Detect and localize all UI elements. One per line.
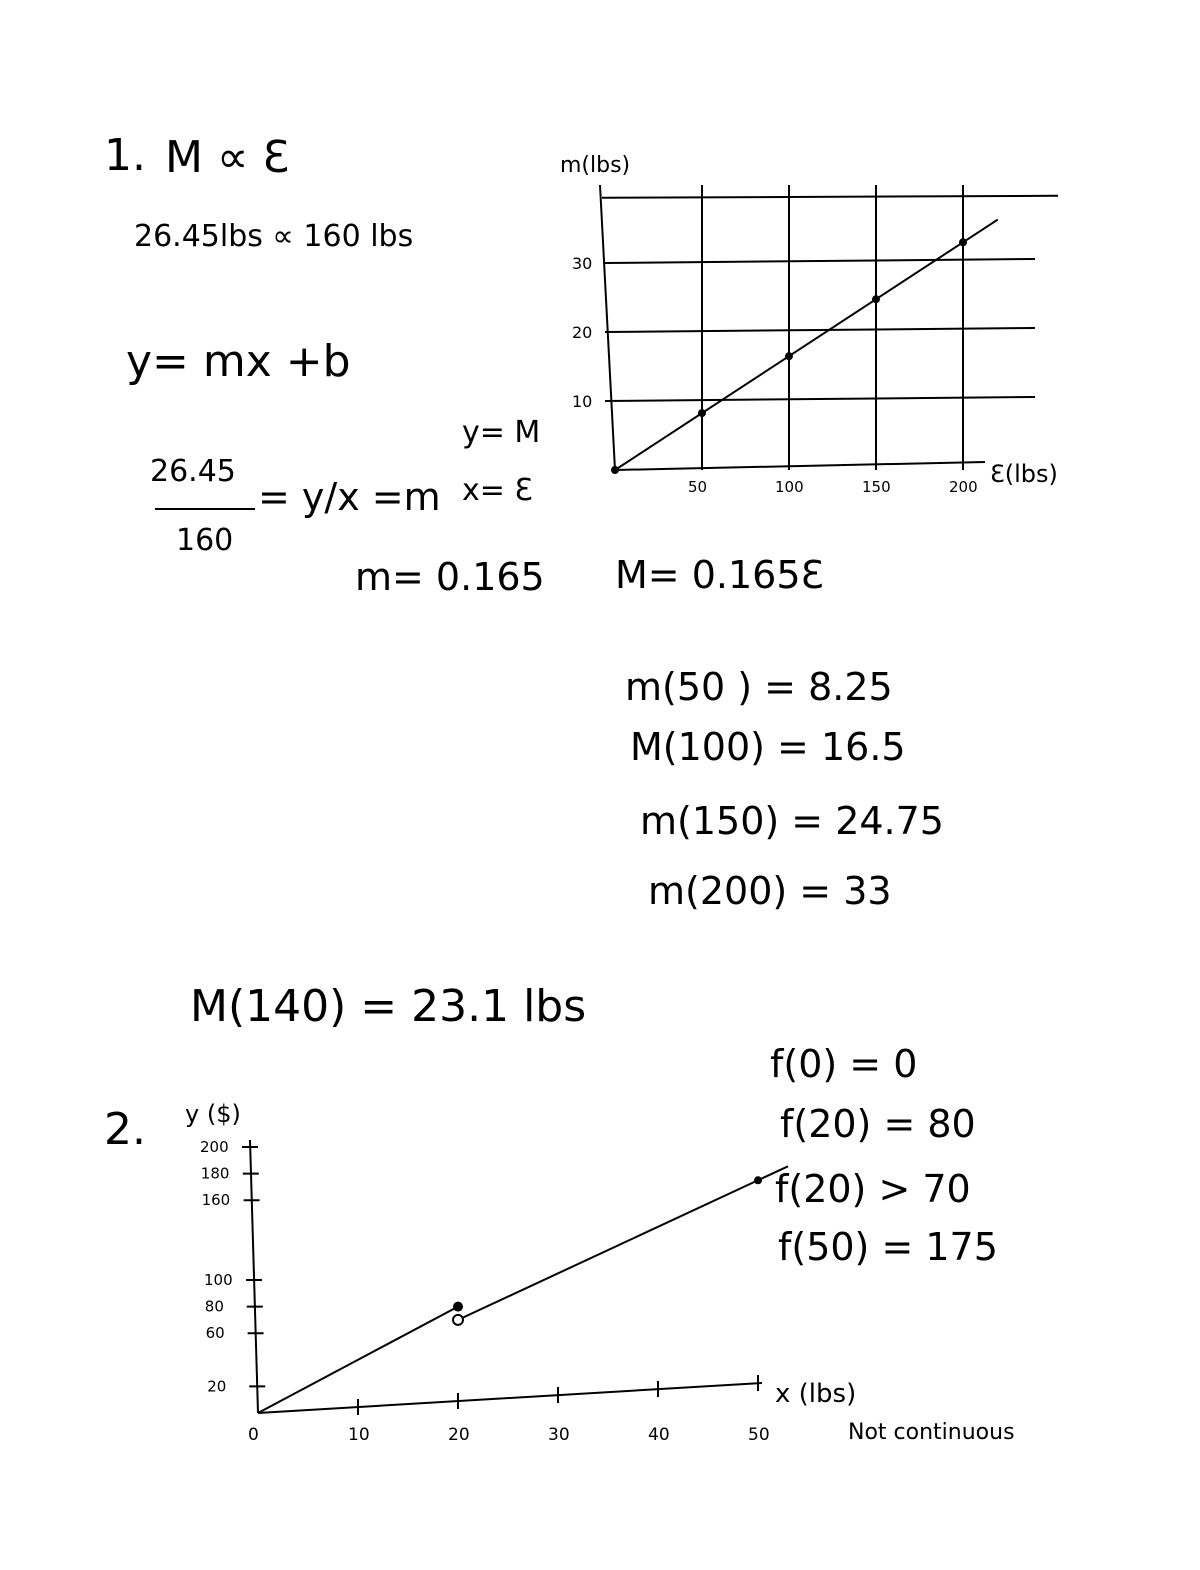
function-value-4: f(50) = 175 [778, 1225, 998, 1269]
chart2-data [258, 1166, 788, 1413]
variable-x-definition: x= Ɛ [462, 473, 533, 508]
chart2-x-tick-label: 10 [348, 1425, 370, 1445]
chart2-y-tick-label: 180 [200, 1164, 230, 1183]
problem-1-number: 1. [104, 130, 146, 181]
chart1-y-axis-label: m(lbs) [560, 153, 631, 178]
evaluation-1: m(50 ) = 8.25 [625, 665, 893, 709]
chart2-line-extension [758, 1166, 788, 1180]
continuity-note: Not continuous [848, 1420, 1015, 1445]
slope-equation: = y/x =m [258, 475, 441, 519]
slope-numerator: 26.45 [150, 454, 236, 489]
chart1-x-tick-label: 150 [862, 478, 891, 496]
given-values: 26.45lbs ∝ 160 lbs [134, 219, 414, 254]
final-answer: M(140) = 23.1 lbs [190, 981, 587, 1032]
problem-2-number: 2. [104, 1104, 146, 1155]
chart2-y-tick-label: 20 [207, 1377, 227, 1396]
chart2-series-line-1 [258, 1307, 458, 1413]
function-value-2: f(20) = 80 [780, 1102, 976, 1146]
chart1-x-tick-label: 100 [775, 478, 804, 496]
chart2-x-tick-label: 50 [748, 1425, 770, 1445]
function-value-3: f(20) > 70 [775, 1167, 971, 1211]
chart2-x-axis [258, 1383, 762, 1413]
evaluation-3: m(150) = 24.75 [640, 799, 944, 843]
chart2-x-tick-label: 40 [648, 1425, 670, 1445]
evaluation-4: m(200) = 33 [648, 869, 892, 913]
chart2-y-axis [250, 1140, 258, 1413]
chart2-y-tick-label: 160 [201, 1191, 231, 1210]
function-value-1: f(0) = 0 [770, 1042, 918, 1086]
chart2-x-tick-label: 20 [448, 1425, 470, 1445]
chart1-y-tick-label: 10 [572, 392, 593, 411]
chart2-open-endpoint [453, 1315, 463, 1325]
chart2-series-line-2 [458, 1180, 758, 1320]
chart2-y-tick-label: 100 [204, 1271, 233, 1289]
chart2-closed-endpoint [453, 1302, 463, 1312]
model-equation: M= 0.165Ɛ [615, 553, 824, 597]
chart2-x-tick-label: 0 [248, 1425, 259, 1445]
evaluation-2: M(100) = 16.5 [630, 725, 906, 769]
variable-y-definition: y= M [462, 415, 541, 450]
chart2-axes [242, 1140, 762, 1415]
chart1-x-tick-label: 200 [949, 478, 978, 496]
chart1-y-tick-label: 30 [572, 254, 593, 273]
line-equation: y= mx +b [126, 336, 351, 387]
slope-result: m= 0.165 [355, 555, 545, 599]
chart1-y-tick-label: 20 [572, 323, 593, 342]
chart1-x-axis-label: Ɛ(lbs) [990, 460, 1058, 488]
chart2-y-tick-label: 200 [200, 1138, 229, 1156]
slope-denominator: 160 [176, 523, 234, 558]
proportion-statement: M ∝ Ɛ [165, 132, 290, 183]
chart2-x-axis-label: x (lbs) [775, 1379, 857, 1409]
chart2-y-tick-label: 80 [204, 1297, 224, 1316]
chart2-y-axis-label: y ($) [185, 1100, 241, 1128]
chart2-x-tick-label: 30 [548, 1425, 570, 1445]
chart1-x-tick-label: 50 [688, 478, 708, 496]
chart2-y-tick-label: 60 [205, 1324, 225, 1343]
